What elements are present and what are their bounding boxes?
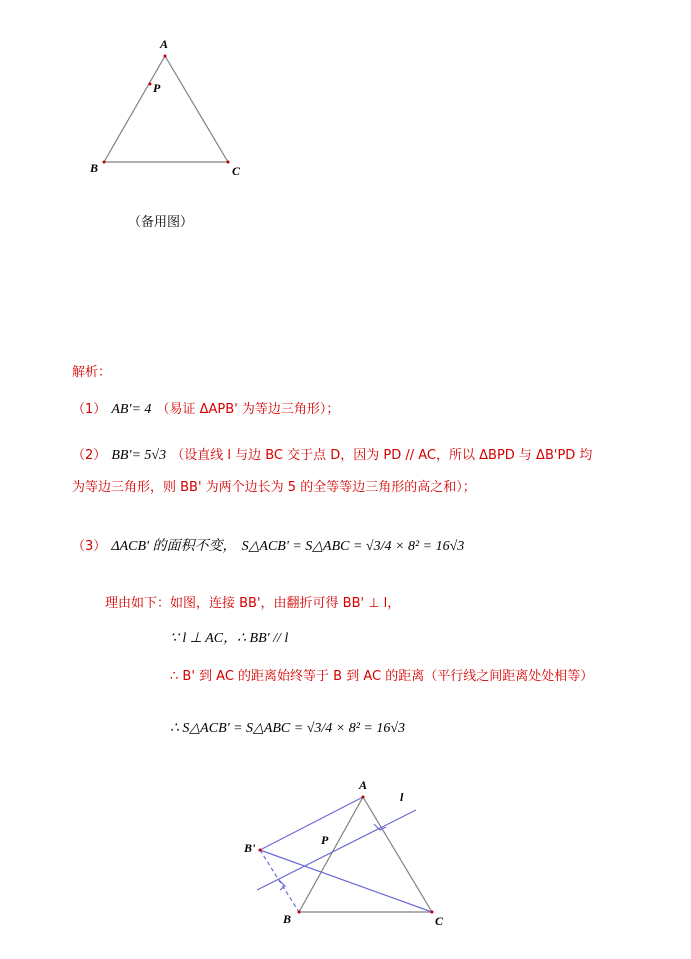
fig2-label-c: C (435, 914, 444, 928)
proof-step-3: ∴ S△ACB' = S△ABC = √3/4 × 8² = 16√3 (170, 721, 406, 736)
proof-step-1: ∵ l ⊥ AC，∴ BB' // l (170, 631, 289, 646)
part2-explanation-line2: 为等边三角形，则 BB' 为两个边长为 5 的全等等边三角形的高之和）； (72, 480, 476, 495)
part2-number: （2） (72, 448, 107, 463)
fig2-label-a: A (359, 778, 368, 792)
part2-explanation-line1: （设直线 l 与边 BC 交于点 D，因为 PD // AC，所以 ΔBPD 与 ΔB'PD 均 (171, 448, 593, 463)
answer-part-2 (72, 444, 592, 464)
answer-part-1 (72, 398, 339, 418)
reserve-figure (80, 35, 260, 180)
analysis-heading: 解析： (72, 365, 112, 380)
part1-number: （1） (72, 402, 107, 417)
part1-answer: AB'= 4 (111, 402, 152, 417)
fig2-label-p: P (321, 833, 329, 847)
answer-part-3 (72, 535, 464, 555)
point-label-p: P (153, 81, 161, 95)
fold-figure (230, 770, 470, 940)
reason-line: 理由如下：如图，连接 BB'，由翻折可得 BB' ⊥ l， (105, 596, 401, 611)
vertex-label-a: A (160, 37, 169, 51)
part3-lead: ΔACB' 的面积不变， (111, 539, 237, 554)
part2-answer: BB'= 5√3 (111, 448, 167, 463)
vertex-label-c: C (232, 164, 241, 178)
part3-number: （3） (72, 539, 107, 554)
figure-caption: （备用图） (128, 215, 194, 230)
fig2-label-l: l (400, 790, 404, 804)
vertex-label-b: B (90, 161, 99, 175)
fig2-label-bprime: B' (244, 841, 256, 855)
fig2-label-b: B (283, 912, 292, 926)
proof-step-2: ∴ B' 到 AC 的距离始终等于 B 到 AC 的距离（平行线之间距离处处相等） (170, 669, 594, 684)
part1-explanation: （易证 ΔAPB' 为等边三角形）； (156, 402, 340, 417)
part3-formula: S△ACB' = S△ABC = √3/4 × 8² = 16√3 (241, 539, 465, 554)
